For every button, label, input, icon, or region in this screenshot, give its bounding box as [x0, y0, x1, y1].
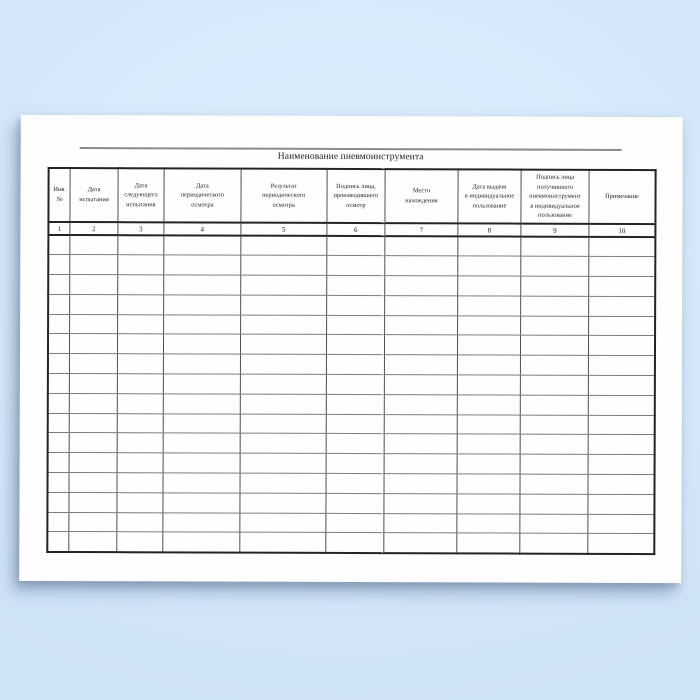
empty-cell	[521, 276, 589, 296]
empty-cell	[240, 354, 326, 374]
table-row	[47, 473, 654, 495]
empty-cell	[326, 295, 384, 315]
empty-cell	[520, 355, 588, 375]
empty-cell	[116, 532, 162, 552]
empty-cell	[588, 375, 655, 395]
empty-cell	[70, 374, 117, 394]
table-row	[48, 374, 655, 396]
empty-cell	[69, 453, 116, 473]
empty-cell	[48, 453, 70, 473]
empty-cell	[117, 295, 163, 315]
empty-cell	[240, 236, 326, 256]
empty-cell	[589, 237, 656, 257]
empty-cell	[589, 296, 656, 316]
empty-cell	[117, 493, 163, 513]
empty-cell	[48, 413, 70, 433]
empty-cell	[588, 356, 655, 376]
empty-cell	[326, 414, 384, 434]
empty-cell	[70, 294, 117, 314]
empty-cell	[385, 236, 458, 256]
empty-cell	[520, 435, 588, 455]
empty-cell	[327, 256, 385, 276]
empty-cell	[164, 275, 241, 295]
empty-cell	[117, 255, 163, 275]
empty-cell	[385, 315, 458, 335]
table-row	[48, 413, 655, 435]
empty-cell	[69, 512, 116, 532]
empty-cell	[240, 453, 326, 473]
empty-cell	[70, 255, 117, 275]
empty-cell	[164, 315, 241, 335]
empty-cell	[457, 335, 520, 355]
empty-cell	[163, 532, 240, 552]
empty-cell	[69, 433, 116, 453]
empty-cell	[240, 335, 326, 355]
empty-cell	[240, 414, 326, 434]
empty-cell	[240, 295, 326, 315]
empty-cell	[588, 514, 655, 534]
empty-cell	[240, 473, 326, 493]
empty-cell	[588, 534, 655, 554]
empty-cell	[588, 435, 655, 455]
table-row	[48, 393, 655, 415]
column-header: Инв. №	[48, 168, 70, 222]
empty-cell	[457, 395, 520, 415]
empty-cell	[70, 334, 117, 354]
empty-cell	[326, 454, 384, 474]
empty-cell	[520, 534, 588, 554]
empty-cell	[520, 395, 588, 415]
empty-cell	[457, 375, 520, 395]
column-header: Подпись лица, производившего осмотр	[327, 169, 385, 223]
empty-cell	[589, 316, 656, 336]
empty-cell	[240, 374, 326, 394]
empty-cell	[240, 434, 326, 454]
column-number: 3	[118, 222, 164, 235]
empty-cell	[117, 413, 163, 433]
empty-cell	[327, 236, 385, 256]
column-header: Дата следующего испытания	[118, 168, 165, 222]
empty-cell	[384, 454, 457, 474]
empty-cell	[164, 354, 241, 374]
empty-cell	[117, 453, 163, 473]
empty-cell	[48, 235, 70, 255]
empty-cell	[117, 275, 163, 295]
empty-cell	[384, 513, 457, 533]
table-row	[47, 532, 654, 554]
empty-cell	[588, 395, 655, 415]
empty-cell	[164, 334, 241, 354]
empty-cell	[385, 276, 458, 296]
empty-cell	[117, 314, 163, 334]
empty-cell	[48, 334, 70, 354]
empty-cell	[385, 335, 458, 355]
empty-cell	[521, 256, 589, 276]
empty-cell	[48, 433, 70, 453]
column-number: 1	[48, 222, 70, 235]
empty-cell	[239, 533, 325, 553]
table-row	[48, 255, 655, 277]
column-header: Подпись лица получившего пневмоинструмент в индивидуальное пользование	[521, 170, 589, 224]
table-row	[48, 433, 655, 455]
column-header: Место нахождения	[385, 169, 458, 223]
empty-cell	[48, 275, 70, 295]
empty-cell	[457, 533, 520, 553]
empty-cell	[520, 415, 588, 435]
empty-cell	[326, 315, 384, 335]
empty-cell	[117, 433, 163, 453]
empty-cell	[70, 235, 117, 255]
empty-cell	[326, 513, 384, 533]
empty-cell	[520, 474, 588, 494]
empty-cell	[69, 532, 116, 552]
empty-cell	[384, 414, 457, 434]
empty-cell	[48, 354, 70, 374]
empty-cell	[163, 394, 240, 414]
table-row	[47, 492, 654, 514]
empty-cell	[326, 374, 384, 394]
empty-cell	[457, 494, 520, 514]
column-number: 9	[521, 224, 589, 237]
empty-cell	[520, 375, 588, 395]
empty-cell	[117, 512, 163, 532]
empty-cell	[588, 474, 655, 494]
empty-cell	[47, 473, 69, 493]
empty-cell	[70, 275, 117, 295]
empty-cell	[588, 336, 655, 356]
column-header: Результат периодического осмотра	[241, 169, 327, 223]
empty-cell	[48, 393, 70, 413]
empty-cell	[457, 355, 520, 375]
table-row	[48, 235, 655, 257]
empty-cell	[117, 394, 163, 414]
table-row	[48, 334, 655, 356]
empty-cell	[163, 374, 240, 394]
empty-cell	[588, 415, 655, 435]
empty-cell	[457, 454, 520, 474]
empty-cell	[48, 314, 70, 334]
empty-cell	[384, 434, 457, 454]
empty-cell	[326, 355, 384, 375]
column-number: 8	[458, 223, 521, 236]
empty-cell	[47, 512, 69, 532]
table-row	[48, 354, 655, 376]
empty-cell	[588, 455, 655, 475]
empty-cell	[588, 494, 655, 514]
empty-cell	[326, 394, 384, 414]
pneumatic-tool-log-table	[46, 167, 656, 555]
empty-cell	[326, 434, 384, 454]
table-row	[48, 453, 655, 475]
empty-cell	[164, 235, 241, 255]
empty-cell	[384, 474, 457, 494]
empty-cell	[163, 453, 240, 473]
empty-cell	[458, 236, 521, 256]
empty-cell	[326, 493, 384, 513]
table-row	[48, 294, 655, 316]
empty-cell	[70, 314, 117, 334]
empty-cell	[457, 316, 520, 336]
column-number: 4	[164, 222, 241, 235]
empty-cell	[48, 294, 70, 314]
empty-cell	[47, 532, 69, 552]
empty-cell	[69, 473, 116, 493]
table-header-row	[48, 168, 655, 224]
empty-cell	[521, 237, 589, 257]
empty-cell	[117, 473, 163, 493]
empty-cell	[240, 493, 326, 513]
empty-cell	[240, 394, 326, 414]
table-row	[48, 275, 655, 297]
empty-cell	[240, 275, 326, 295]
empty-cell	[589, 276, 656, 296]
empty-cell	[240, 255, 326, 275]
document-title: Наименование пневмоинструмента	[277, 151, 424, 163]
empty-cell	[163, 433, 240, 453]
empty-cell	[457, 415, 520, 435]
empty-cell	[384, 394, 457, 414]
column-number: 10	[589, 224, 656, 237]
empty-cell	[70, 354, 117, 374]
empty-cell	[385, 296, 458, 316]
empty-cell	[520, 494, 588, 514]
empty-cell	[69, 492, 116, 512]
title-block	[80, 147, 622, 164]
column-number: 2	[70, 222, 117, 235]
column-header: Дата испытания	[70, 168, 118, 222]
empty-cell	[458, 276, 521, 296]
empty-cell	[384, 375, 457, 395]
empty-cell	[520, 454, 588, 474]
empty-cell	[520, 336, 588, 356]
empty-cell	[117, 334, 163, 354]
column-number: 7	[385, 223, 458, 236]
empty-cell	[385, 256, 458, 276]
empty-cell	[458, 256, 521, 276]
document-page	[19, 115, 683, 583]
table-row	[48, 314, 655, 336]
empty-cell	[384, 355, 457, 375]
empty-cell	[117, 374, 163, 394]
empty-cell	[457, 434, 520, 454]
empty-cell	[163, 473, 240, 493]
empty-cell	[457, 296, 520, 316]
column-number: 5	[240, 223, 326, 236]
empty-cell	[164, 255, 241, 275]
empty-cell	[240, 315, 326, 335]
empty-cell	[70, 413, 117, 433]
empty-cell	[326, 276, 384, 296]
empty-cell	[164, 295, 241, 315]
empty-cell	[457, 514, 520, 534]
column-number: 6	[327, 223, 385, 236]
column-header: Примечание	[589, 170, 656, 224]
empty-cell	[384, 493, 457, 513]
empty-cell	[47, 492, 69, 512]
table-body	[47, 235, 655, 554]
column-header: Дата периодического осмотра	[164, 168, 241, 222]
empty-cell	[521, 296, 589, 316]
empty-cell	[326, 473, 384, 493]
empty-cell	[384, 533, 457, 553]
empty-cell	[48, 255, 70, 275]
column-header: Дата выдачи в индивидуальное пользование	[458, 169, 521, 223]
empty-cell	[163, 513, 240, 533]
empty-cell	[163, 414, 240, 434]
empty-cell	[521, 316, 589, 336]
empty-cell	[457, 474, 520, 494]
empty-cell	[239, 513, 325, 533]
empty-cell	[326, 335, 384, 355]
empty-cell	[326, 533, 384, 553]
table-row	[47, 512, 654, 534]
empty-cell	[118, 235, 164, 255]
empty-cell	[48, 374, 70, 394]
empty-cell	[117, 354, 163, 374]
empty-cell	[70, 393, 117, 413]
empty-cell	[520, 514, 588, 534]
empty-cell	[589, 257, 656, 277]
empty-cell	[163, 493, 240, 513]
